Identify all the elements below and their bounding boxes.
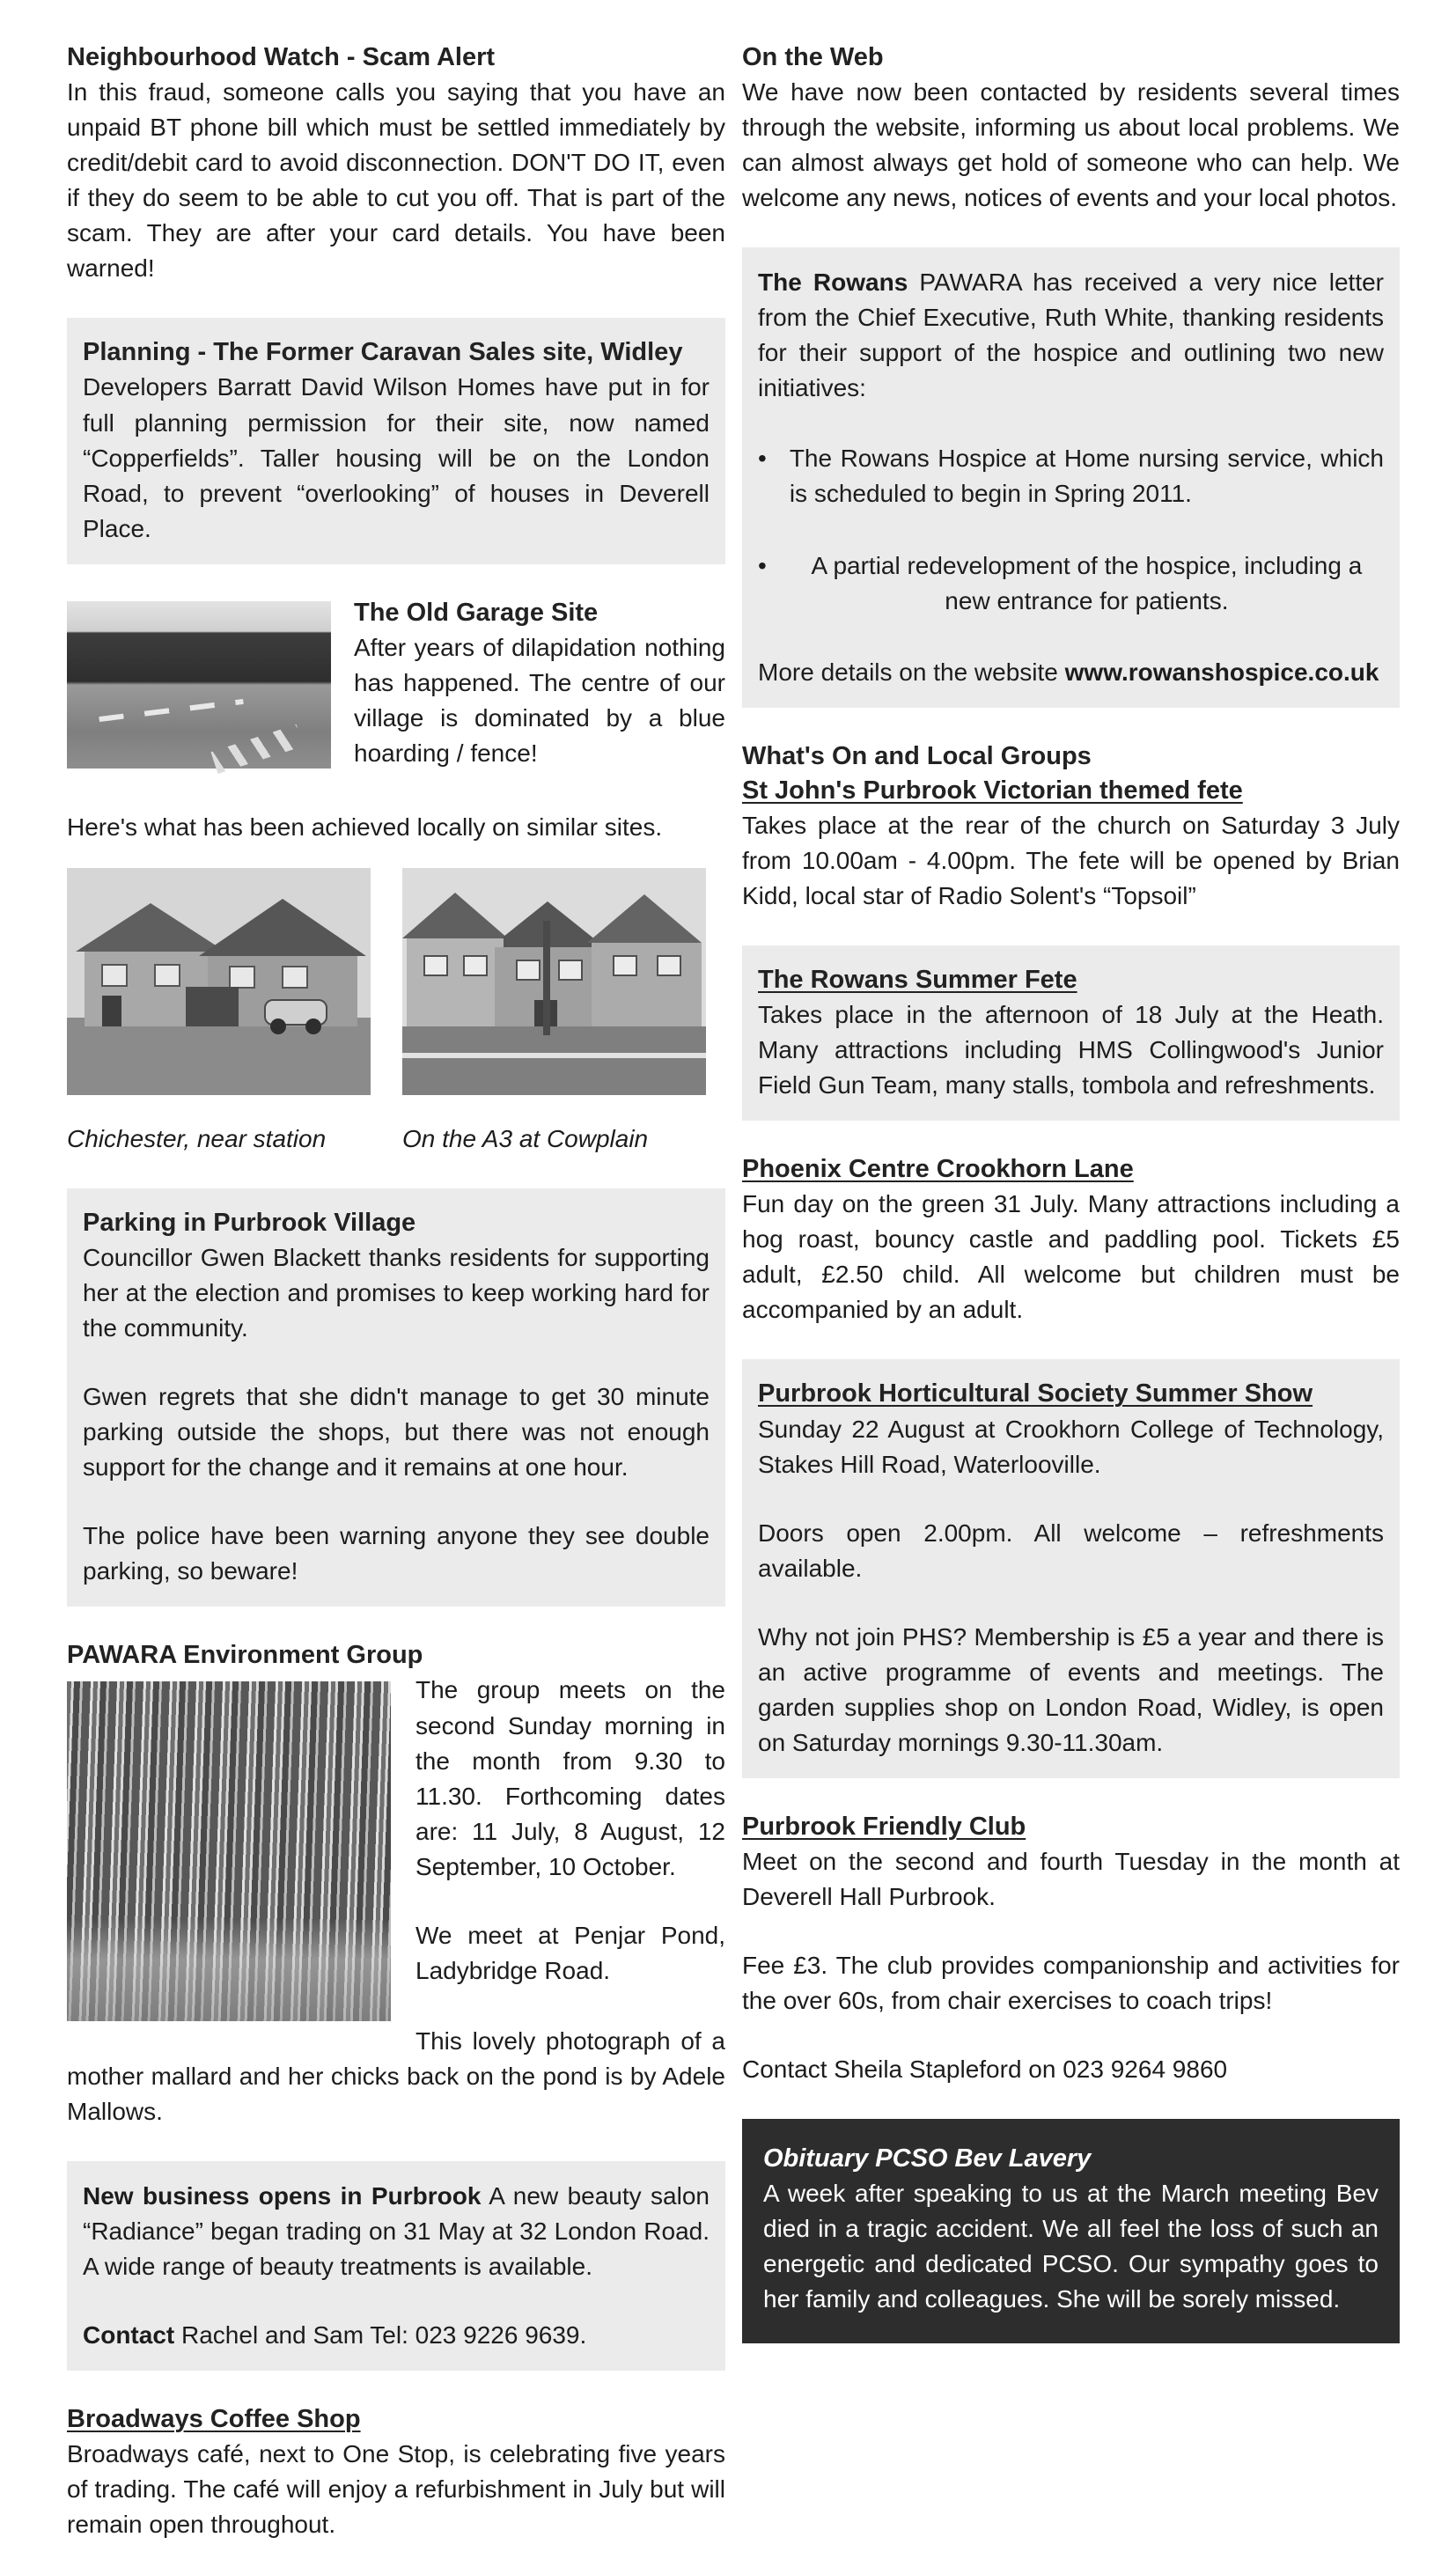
- section-rowans-letter: [742, 247, 1400, 707]
- section-broadways: [67, 2402, 725, 2542]
- new-business-heading: New business opens in Purbrook: [83, 2181, 482, 2210]
- photo-captions: [67, 1122, 725, 1157]
- environment-group-media: [67, 1673, 725, 1988]
- section-new-business: [67, 2161, 725, 2371]
- cowplain-photo-art: [402, 868, 706, 1095]
- phoenix-body: Fun day on the green 31 July. Many attractions including a hog roast, bouncy castle and paddling pool. Tickets £5 adult, £2.50 child. All welcome but children must be accompanied by an adult.: [742, 1190, 1400, 1324]
- parking-para-3: The police have been warning anyone they see double parking, so beware!: [83, 1522, 710, 1585]
- new-business-contact-rest: Rachel and Sam Tel: 023 9226 9639.: [174, 2320, 587, 2349]
- broadways-body: Broadways café, next to One Stop, is celebrating five years of trading. The café will enjoy a refurbishment in July but will remain open throughout.: [67, 2440, 725, 2539]
- planning-heading: Planning - The Former Caravan Sales site, Widley: [83, 338, 683, 367]
- old-garage-site-photo: [67, 601, 331, 769]
- horticultural-heading: Purbrook Horticultural Society Summer Show: [758, 1379, 1313, 1408]
- right-column: [742, 40, 1400, 2375]
- rowans-fete-body: Takes place in the afternoon of 18 July at the Heath. Many attractions including HMS Collingwood's Junior Field Gun Team, many stalls, tombola and refreshments.: [758, 1001, 1384, 1099]
- old-garage-body: After years of dilapidation nothing has happened. The centre of our village is dominated by a blue hoarding / fence!: [354, 633, 725, 767]
- section-old-garage: [67, 596, 725, 771]
- rowans-intro-rest: PAWARA has received a very nice letter from the Chief Executive, Ruth White, thanking residents for their support of the hospice and outlining two new initiatives:: [758, 268, 1384, 402]
- horticultural-para-2: Doors open 2.00pm. All welcome – refreshments available.: [758, 1519, 1384, 1582]
- environment-group-body-1: The group meets on the second Sunday morning in the month from 9.30 to 11.30. Forthcoming dates are: 11 July, 8 August, 12 September, 10 October.: [415, 1676, 725, 1880]
- scam-alert-body: In this fraud, someone calls you saying that you have an unpaid BT phone bill which must be settled immediately by credit/debit card to avoid disconnection. DON'T DO IT, even if they do seem to be able to cut you off. That is part of the scam. They are after your card details. You have been warned!: [67, 78, 725, 283]
- rowans-bullet-2: [758, 548, 1384, 619]
- new-business-contact-label: Contact: [83, 2320, 175, 2349]
- friendly-club-para-2: Fee £3. The club provides companionship and activities for the over 60s, from chair exercises to coach trips!: [742, 1952, 1400, 2015]
- environment-group-heading: PAWARA Environment Group: [67, 1641, 423, 1670]
- rowans-more-details: [758, 655, 1384, 690]
- chichester-photo: [67, 868, 371, 1095]
- planning-body: Developers Barratt David Wilson Homes have put in for full planning permission for their site, now named “Copperfields”. Taller housing will be on the London Road, to prevent “overlooking” of houses in Deverell Place.: [83, 373, 710, 542]
- section-parking: [67, 1188, 725, 1607]
- section-whats-on: [742, 739, 1400, 914]
- section-scam-alert: [67, 40, 725, 286]
- bullet-icon: •: [758, 552, 767, 580]
- section-on-the-web: [742, 40, 1400, 216]
- rowans-intro: [758, 265, 1384, 406]
- friendly-club-contact: Contact Sheila Stapleford on 023 9264 9860: [742, 2056, 1228, 2084]
- left-column: [67, 40, 725, 2574]
- phoenix-heading: Phoenix Centre Crookhorn Lane: [742, 1155, 1134, 1184]
- old-garage-heading: The Old Garage Site: [354, 598, 599, 627]
- chichester-photo-art: [67, 868, 371, 1095]
- section-phoenix: [742, 1152, 1400, 1327]
- rowans-bullet-2-text: A partial redevelopment of the hospice, including a new entrance for patients.: [811, 552, 1363, 615]
- section-environment-group: [67, 1638, 725, 2129]
- section-obituary: [742, 2119, 1400, 2343]
- environment-group-body-2: We meet at Penjar Pond, Ladybridge Road.: [415, 1921, 725, 1984]
- horticultural-para-3: Why not join PHS? Membership is £5 a year and there is an active programme of events and meetings. The garden supplies shop on London Road, Widley, is open on Saturday mornings 9.30-11.30am.: [758, 1622, 1384, 1756]
- parking-para-1: Councillor Gwen Blackett thanks residents for supporting her at the election and promises to keep working hard for the community.: [83, 1244, 710, 1342]
- new-business-body: [83, 2179, 710, 2284]
- similar-sites-photos: [67, 868, 725, 1095]
- section-rowans-fete: [742, 945, 1400, 1121]
- road-letters-decoration: [210, 724, 303, 774]
- similar-sites-intro: Here's what has been achieved locally on similar sites.: [67, 813, 663, 841]
- chichester-caption: Chichester, near station: [67, 1124, 327, 1152]
- new-business-body-rest: A new beauty salon “Radiance” began trading on 31 May at 32 London Road. A wide range of beauty treatments is available.: [83, 2181, 710, 2280]
- parking-heading: Parking in Purbrook Village: [83, 1208, 416, 1237]
- st-johns-fete-body: Takes place at the rear of the church on Saturday 3 July from 10.00am - 4.00pm. The fete will be opened by Brian Kidd, local star of Radio Solent's “Topsoil”: [742, 811, 1400, 909]
- rowans-website-url: www.rowanshospice.co.uk: [1064, 658, 1379, 686]
- cowplain-caption: On the A3 at Cowplain: [402, 1124, 649, 1152]
- friendly-club-heading: Purbrook Friendly Club: [742, 1812, 1026, 1841]
- cowplain-photo: [402, 868, 706, 1095]
- rowans-bullet-1: [758, 441, 1384, 511]
- bullet-icon: •: [758, 445, 767, 473]
- rowans-bullet-list: [758, 441, 1384, 619]
- rowans-bullet-1-text: The Rowans Hospice at Home nursing service, which is scheduled to begin in Spring 2011.: [789, 445, 1384, 508]
- friendly-club-para-1: Meet on the second and fourth Tuesday in the month at Deverell Hall Purbrook.: [742, 1847, 1400, 1910]
- penjar-pond-photo: [67, 1681, 391, 2021]
- new-business-contact: [83, 2318, 710, 2353]
- obituary-heading: Obituary PCSO Bev Lavery: [763, 2144, 1092, 2173]
- section-similar-sites: [67, 810, 725, 1157]
- scam-alert-heading: Neighbourhood Watch - Scam Alert: [67, 43, 496, 71]
- rowans-fete-heading: The Rowans Summer Fete: [758, 965, 1077, 994]
- on-the-web-body: We have now been contacted by residents several times through the website, informing us about local problems. We can almost always get hold of someone who can help. We welcome any news, notices of events and your local photos.: [742, 78, 1400, 212]
- section-planning: [67, 318, 725, 563]
- environment-group-body-3: This lovely photograph of a mother mallard and her chicks back on the pond is by Adele Mallows.: [67, 2026, 725, 2125]
- parking-para-2: Gwen regrets that she didn't manage to get 30 minute parking outside the shops, but there was not enough support for the change and it remains at one hour.: [83, 1383, 710, 1482]
- section-friendly-club: [742, 1810, 1400, 2087]
- st-johns-fete-heading: St John's Purbrook Victorian themed fete: [742, 776, 1243, 805]
- whats-on-heading: What's On and Local Groups: [742, 741, 1092, 770]
- road-marking-decoration: [99, 699, 244, 722]
- obituary-body: A week after speaking to us at the March meeting Bev died in a tragic accident. We all feel the loss of such an energetic and dedicated PCSO. Our sympathy goes to her family and colleagues. She will be sorely missed.: [763, 2180, 1379, 2313]
- horticultural-para-1: Sunday 22 August at Crookhorn College of Technology, Stakes Hill Road, Waterlooville.: [758, 1415, 1384, 1478]
- on-the-web-heading: On the Web: [742, 43, 884, 71]
- broadways-heading: Broadways Coffee Shop: [67, 2404, 361, 2433]
- rowans-heading: The Rowans: [758, 268, 908, 297]
- section-horticultural: [742, 1359, 1400, 1777]
- rowans-more-prefix: More details on the website: [758, 658, 1065, 686]
